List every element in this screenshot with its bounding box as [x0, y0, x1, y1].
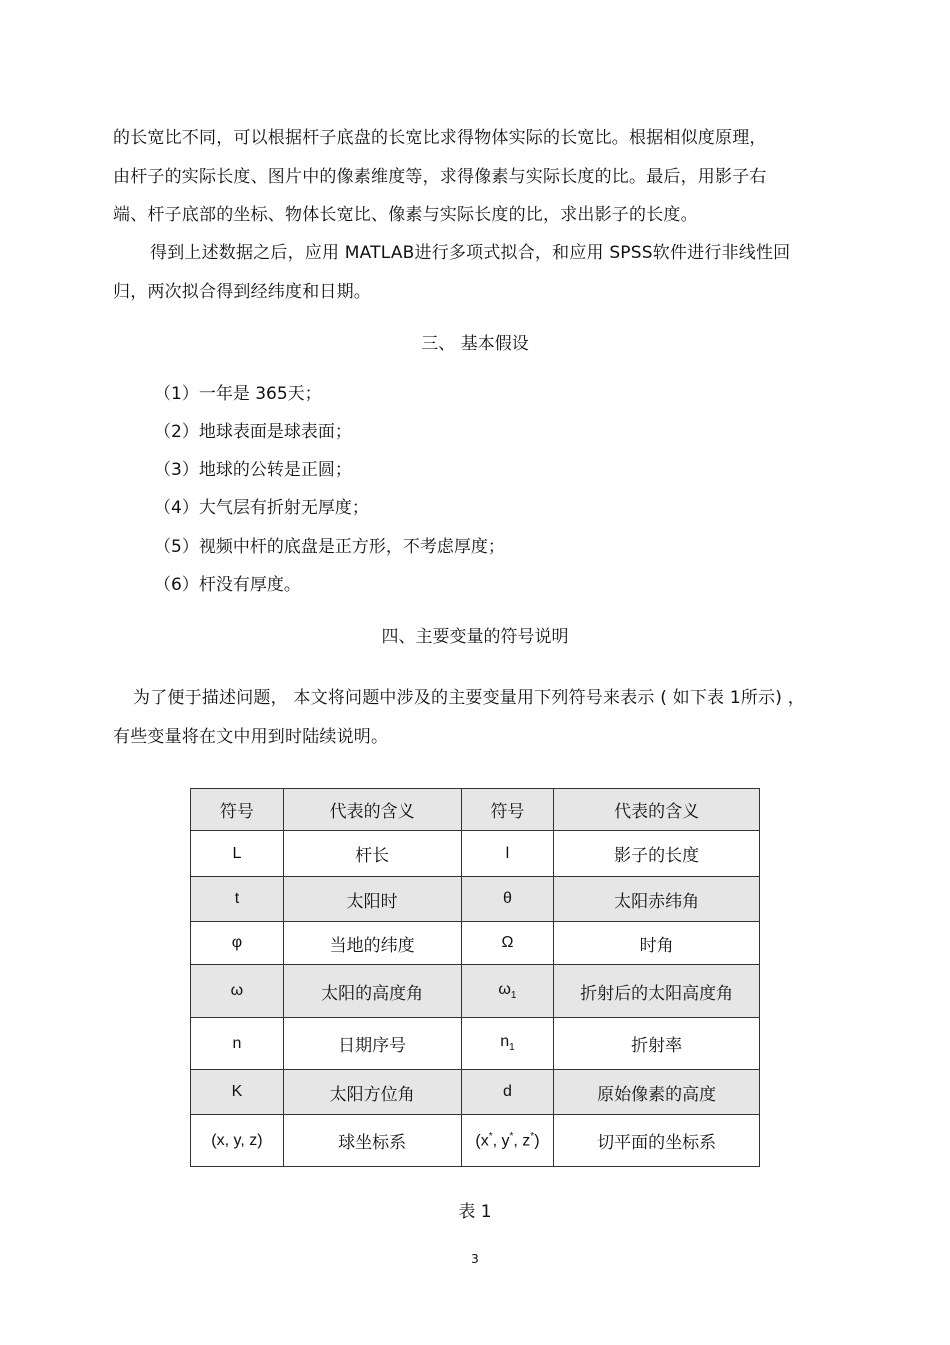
page-number: 3	[471, 1252, 479, 1266]
paragraph-line: 端、杆子底部的坐标、物体长宽比、像素与实际长度的比，求出影子的长度。	[113, 205, 698, 225]
symbol-table	[190, 788, 760, 1167]
symbol-cell: t	[191, 877, 284, 922]
symbol-cell	[461, 965, 554, 1018]
table-row	[191, 922, 760, 965]
symbol-cell: (x, y, z)	[191, 1115, 284, 1167]
table-row	[191, 1115, 760, 1167]
meaning-cell: 太阳的高度角	[283, 965, 461, 1018]
symbol-star: *	[488, 1130, 493, 1142]
meaning-cell: 折射后的太阳高度角	[554, 965, 760, 1018]
paragraph-line: 的长宽比不同，可以根据杆子底盘的长宽比求得物体实际的长宽比。根据相似度原理，	[113, 128, 767, 148]
meaning-cell: 太阳时	[283, 877, 461, 922]
table-row	[191, 1018, 760, 1070]
meaning-cell: 当地的纬度	[283, 922, 461, 965]
symbol-cell: L	[191, 831, 284, 877]
table-row	[191, 965, 760, 1018]
symbol-x: x	[480, 1132, 489, 1150]
symbol-base: n	[500, 1033, 510, 1051]
paragraph-line: 有些变量将在文中用到时陆续说明。	[113, 727, 389, 747]
meaning-cell: 太阳赤纬角	[554, 877, 760, 922]
symbol-star: *	[509, 1130, 514, 1142]
table-caption: 表 1	[458, 1202, 492, 1222]
assumption-item: （3）地球的公转是正圆；	[154, 460, 352, 480]
assumption-item: （4）大气层有折射无厚度；	[154, 498, 369, 518]
assumption-item: （5）视频中杆的底盘是正方形，不考虑厚度；	[154, 537, 505, 557]
assumption-item: （2）地球表面是球表面；	[154, 422, 352, 442]
symbol-cell: l	[461, 831, 554, 877]
meaning-cell: 切平面的坐标系	[554, 1115, 760, 1167]
symbol-star: *	[530, 1130, 535, 1142]
table-header-row	[191, 789, 760, 831]
table-row	[191, 1070, 760, 1115]
paragraph-line: 得到上述数据之后，应用 MATLAB进行多项式拟合，和应用 SPSS软件进行非线性回	[150, 243, 791, 263]
symbol-z: z	[522, 1132, 531, 1150]
section-heading: 三、 基本假设	[421, 334, 529, 354]
section-heading: 四、主要变量的符号说明	[381, 627, 569, 647]
meaning-cell: 折射率	[554, 1018, 760, 1070]
symbol-cell: Ω	[461, 922, 554, 965]
table-header-cell: 符号	[461, 789, 554, 831]
symbol-cell: (x*, y*, z*)	[461, 1115, 554, 1167]
paragraph-line: 为了便于描述问题， 本文将问题中涉及的主要变量用下列符号来表示 ( 如下表 1所示) ，	[133, 688, 805, 708]
table-header-cell: 代表的含义	[283, 789, 461, 831]
meaning-cell: 球坐标系	[283, 1115, 461, 1167]
symbol-cell: K	[191, 1070, 284, 1115]
assumption-item: （1）一年是 365天；	[154, 384, 322, 404]
table-row	[191, 831, 760, 877]
symbol-y: y	[501, 1132, 510, 1150]
symbol-cell	[461, 1018, 554, 1070]
meaning-cell: 时角	[554, 922, 760, 965]
table-row	[191, 877, 760, 922]
symbol-base: ω	[498, 980, 511, 998]
meaning-cell: 杆长	[283, 831, 461, 877]
paragraph-line: 由杆子的实际长度、图片中的像素维度等，求得像素与实际长度的比。最后，用影子右	[113, 167, 767, 187]
table-header-cell: 代表的含义	[554, 789, 760, 831]
meaning-cell: 太阳方位角	[283, 1070, 461, 1115]
symbol-cell: d	[461, 1070, 554, 1115]
symbol-cell: θ	[461, 877, 554, 922]
symbol-subscript: 1	[510, 990, 517, 1002]
meaning-cell: 日期序号	[283, 1018, 461, 1070]
table-header-cell: 符号	[191, 789, 284, 831]
meaning-cell: 原始像素的高度	[554, 1070, 760, 1115]
meaning-cell: 影子的长度	[554, 831, 760, 877]
symbol-cell: n	[191, 1018, 284, 1070]
assumption-item: （6）杆没有厚度。	[154, 575, 301, 595]
symbol-subscript: 1	[509, 1042, 515, 1054]
symbol-cell: ω	[191, 965, 284, 1018]
symbol-cell: φ	[191, 922, 284, 965]
paragraph-line: 归，两次拟合得到经纬度和日期。	[113, 282, 371, 302]
